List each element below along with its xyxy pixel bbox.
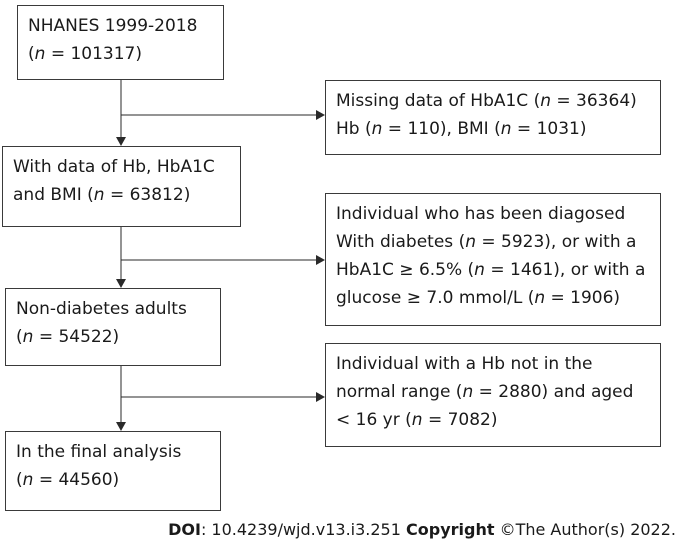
hb-range-line2: normal range (n = 2880) and aged — [336, 382, 634, 402]
non-diabetes-box — [5, 288, 221, 366]
diagnosed-line2: With diabetes (n = 5923), or with a — [336, 232, 637, 252]
arrowhead-final — [116, 422, 126, 431]
diagnosed-line4: glucose ≥ 7.0 mmol/L (n = 1906) — [336, 288, 621, 308]
non-diabetes-title: Non-diabetes adults — [16, 299, 187, 319]
final-analysis-title: In the final analysis — [16, 442, 182, 462]
diagnosed-exclusion-box — [325, 193, 661, 326]
arrowhead-hb-range — [316, 392, 325, 402]
missing-hb-bmi-line: Hb (n = 110), BMI (n = 1031) — [336, 119, 587, 139]
doi-value: : 10.4239/wjd.v13.i3.251 — [200, 520, 406, 539]
nhanes-count: (n = 101317) — [28, 44, 143, 64]
arrowhead-diagnosed — [316, 255, 325, 265]
missing-hba1c-line: Missing data of HbA1C (n = 36364) — [336, 91, 637, 111]
diagnosed-line1: Individual who has been diagosed — [336, 204, 626, 224]
nhanes-box — [17, 5, 224, 80]
doi-copyright-footer — [120, 520, 676, 540]
with-data-line1: With data of Hb, HbA1C — [13, 157, 215, 177]
hb-range-line3: < 16 yr (n = 7082) — [336, 410, 498, 430]
arrowhead-withdata — [116, 137, 126, 146]
hb-range-exclusion-box — [325, 343, 661, 447]
copyright-label: Copyright — [406, 520, 495, 539]
arrowhead-nondiabetes — [116, 279, 126, 288]
with-data-line2: and BMI (n = 63812) — [13, 185, 191, 205]
diagnosed-line3: HbA1C ≥ 6.5% (n = 1461), or with a — [336, 260, 646, 280]
doi-label: DOI — [168, 520, 201, 539]
hb-range-line1: Individual with a Hb not in the — [336, 354, 593, 374]
missing-data-box — [325, 80, 661, 155]
with-data-box — [2, 146, 241, 227]
final-analysis-box — [5, 431, 221, 511]
nhanes-title: NHANES 1999-2018 — [28, 16, 198, 36]
arrowhead-missing — [316, 110, 325, 120]
final-analysis-count: (n = 44560) — [16, 470, 120, 490]
copyright-value: ©The Author(s) 2022. — [494, 520, 676, 539]
non-diabetes-count: (n = 54522) — [16, 327, 120, 347]
